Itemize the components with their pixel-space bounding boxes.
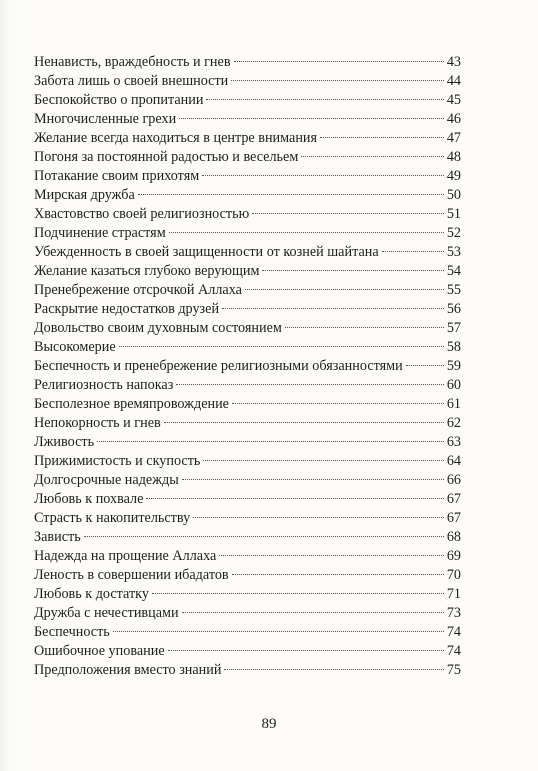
- dot-leader: [231, 80, 444, 81]
- toc-entry-title: Лживость: [34, 434, 95, 450]
- toc-entry: [34, 167, 461, 186]
- toc-entry-title: Долгосрочные надежды: [34, 472, 179, 488]
- toc-entry-title: Потакание своим прихотям: [34, 168, 200, 184]
- toc-entry: [34, 585, 461, 604]
- toc-entry: [34, 224, 461, 243]
- toc-entry-title: Леность в совершении ибадатов: [34, 567, 229, 583]
- toc-entry: [34, 509, 461, 528]
- toc-entry-page: 61: [446, 396, 461, 412]
- toc-entry-title: Мирская дружба: [34, 187, 135, 203]
- toc-entry: [34, 91, 461, 110]
- toc-entry-page: 49: [446, 168, 461, 184]
- toc-entry: [34, 262, 461, 281]
- toc-entry-title: Страсть к накопительству: [34, 510, 191, 526]
- toc-entry-page: 50: [446, 187, 461, 203]
- dot-leader: [219, 555, 444, 556]
- toc-entry: [34, 319, 461, 338]
- toc-entry: [34, 243, 461, 262]
- table-of-contents: [34, 53, 461, 680]
- toc-entry-title: Зависть: [34, 529, 81, 545]
- toc-entry-title: Ненависть, враждебность и гнев: [34, 54, 231, 70]
- toc-entry: [34, 300, 461, 319]
- toc-entry: [34, 623, 461, 642]
- dot-leader: [138, 194, 444, 195]
- toc-entry: [34, 205, 461, 224]
- dot-leader: [234, 61, 444, 62]
- toc-entry-title: Убежденность в своей защищенности от козней шайтана: [34, 244, 379, 260]
- toc-entry-page: 67: [446, 510, 461, 526]
- toc-entry: [34, 281, 461, 300]
- dot-leader: [113, 631, 444, 632]
- toc-entry-title: Дружба с нечестивцами: [34, 605, 179, 621]
- dot-leader: [262, 270, 443, 271]
- toc-entry-title: Желание всегда находиться в центре внимания: [34, 130, 318, 146]
- toc-entry-title: Высокомерие: [34, 339, 116, 355]
- dot-leader: [206, 99, 443, 100]
- dot-leader: [169, 232, 444, 233]
- dot-leader: [97, 441, 444, 442]
- toc-entry-title: Предположения вместо знаний: [34, 662, 222, 678]
- toc-entry-title: Любовь к похвале: [34, 491, 144, 507]
- toc-entry-title: Любовь к достатку: [34, 586, 149, 602]
- toc-entry-page: 58: [446, 339, 461, 355]
- toc-entry-page: 48: [446, 149, 461, 165]
- dot-leader: [224, 669, 443, 670]
- toc-entry-page: 59: [446, 358, 461, 374]
- toc-entry-page: 74: [446, 643, 461, 659]
- dot-leader: [203, 460, 443, 461]
- dot-leader: [252, 213, 444, 214]
- toc-entry: [34, 547, 461, 566]
- toc-entry-title: Непокорность и гнев: [34, 415, 161, 431]
- dot-leader: [232, 574, 444, 575]
- dot-leader: [406, 365, 444, 366]
- dot-leader: [152, 593, 444, 594]
- toc-entry-title: Довольство своим духовным состоянием: [34, 320, 282, 336]
- toc-entry: [34, 490, 461, 509]
- dot-leader: [182, 612, 444, 613]
- dot-leader: [232, 403, 444, 404]
- dot-leader: [245, 289, 444, 290]
- toc-entry-page: 73: [446, 605, 461, 621]
- toc-entry-page: 75: [446, 662, 461, 678]
- dot-leader: [222, 308, 444, 309]
- toc-entry-page: 46: [446, 111, 461, 127]
- toc-entry-page: 74: [446, 624, 461, 640]
- dot-leader: [193, 517, 444, 518]
- dot-leader: [84, 536, 444, 537]
- dot-leader: [202, 175, 444, 176]
- toc-entry: [34, 528, 461, 547]
- toc-entry-page: 53: [446, 244, 461, 260]
- toc-entry-page: 47: [446, 130, 461, 146]
- toc-entry: [34, 357, 461, 376]
- toc-entry-page: 45: [446, 92, 461, 108]
- toc-entry-page: 56: [446, 301, 461, 317]
- toc-entry-title: Забота лишь о своей внешности: [34, 73, 229, 89]
- toc-entry: [34, 53, 461, 72]
- toc-entry-title: Раскрытие недостатков друзей: [34, 301, 220, 317]
- dot-leader: [301, 156, 444, 157]
- toc-entry-title: Бесполезное времяпровождение: [34, 396, 229, 412]
- toc-entry-page: 63: [446, 434, 461, 450]
- toc-entry: [34, 433, 461, 452]
- dot-leader: [285, 327, 444, 328]
- toc-entry: [34, 661, 461, 680]
- toc-entry: [34, 642, 461, 661]
- toc-entry-page: 57: [446, 320, 461, 336]
- toc-entry: [34, 395, 461, 414]
- dot-leader: [382, 251, 444, 252]
- toc-entry: [34, 72, 461, 91]
- toc-entry: [34, 452, 461, 471]
- toc-entry: [34, 566, 461, 585]
- toc-entry-title: Многочисленные грехи: [34, 111, 177, 127]
- toc-entry-page: 71: [446, 586, 461, 602]
- toc-entry: [34, 186, 461, 205]
- toc-entry: [34, 129, 461, 148]
- toc-entry-title: Ошибочное упование: [34, 643, 165, 659]
- toc-entry: [34, 471, 461, 490]
- dot-leader: [146, 498, 443, 499]
- toc-entry-page: 67: [446, 491, 461, 507]
- toc-entry-title: Беспечность: [34, 624, 110, 640]
- toc-entry: [34, 148, 461, 167]
- dot-leader: [119, 346, 444, 347]
- dot-leader: [320, 137, 444, 138]
- toc-entry-title: Прижимистость и скупость: [34, 453, 201, 469]
- dot-leader: [164, 422, 444, 423]
- toc-entry: [34, 110, 461, 129]
- toc-entry: [34, 376, 461, 395]
- toc-entry-page: 43: [446, 54, 461, 70]
- toc-entry-title: Надежда на прощение Аллаха: [34, 548, 217, 564]
- toc-entry-page: 70: [446, 567, 461, 583]
- dot-leader: [168, 650, 444, 651]
- toc-entry-title: Беспокойство о пропитании: [34, 92, 204, 108]
- toc-entry: [34, 414, 461, 433]
- toc-entry-page: 51: [446, 206, 461, 222]
- dot-leader: [182, 479, 444, 480]
- toc-entry-title: Беспечность и пренебрежение религиозными обязанностями: [34, 358, 403, 374]
- toc-entry-title: Хвастовство своей религиозностью: [34, 206, 250, 222]
- toc-entry-page: 60: [446, 377, 461, 393]
- toc-entry: [34, 338, 461, 357]
- toc-entry-page: 44: [446, 73, 461, 89]
- toc-entry-title: Пренебрежение отсрочкой Аллаха: [34, 282, 242, 298]
- toc-entry: [34, 604, 461, 623]
- toc-entry-title: Религиозность напоказ: [34, 377, 174, 393]
- toc-entry-page: 66: [446, 472, 461, 488]
- dot-leader: [179, 118, 444, 119]
- toc-entry-page: 54: [446, 263, 461, 279]
- toc-entry-page: 62: [446, 415, 461, 431]
- toc-entry-page: 55: [446, 282, 461, 298]
- dot-leader: [176, 384, 444, 385]
- page-number: 89: [261, 716, 277, 732]
- toc-entry-title: Желание казаться глубоко верующим: [34, 263, 260, 279]
- toc-entry-title: Погоня за постоянной радостью и весельем: [34, 149, 299, 165]
- toc-entry-title: Подчинение страстям: [34, 225, 166, 241]
- toc-entry-page: 68: [446, 529, 461, 545]
- toc-entry-page: 69: [446, 548, 461, 564]
- toc-entry-page: 64: [446, 453, 461, 469]
- toc-entry-page: 52: [446, 225, 461, 241]
